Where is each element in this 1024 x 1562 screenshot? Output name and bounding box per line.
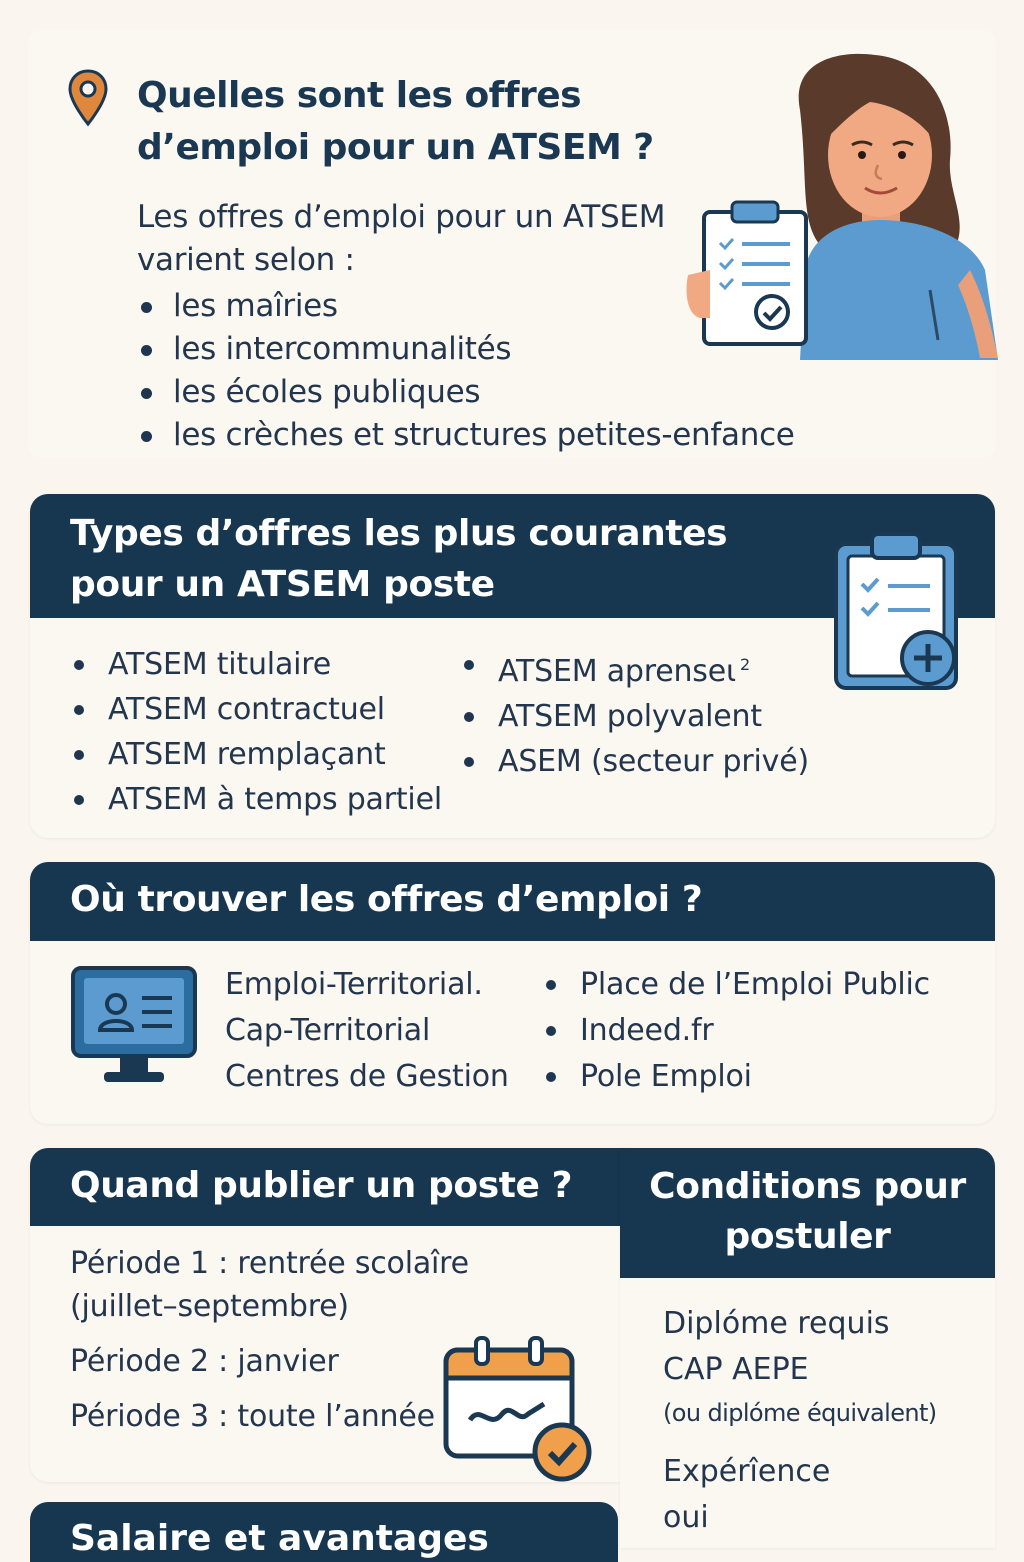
types-list-right bbox=[462, 642, 809, 784]
when-title: Quand publier un poste ? bbox=[70, 1165, 573, 1206]
list-item: Centres de Gestion bbox=[225, 1059, 509, 1094]
intro-title bbox=[137, 70, 697, 174]
list-item-text: ATSEM aprenseι bbox=[498, 654, 736, 689]
types-title bbox=[70, 508, 790, 610]
period-3: Période 3 : toute l’année bbox=[70, 1399, 435, 1434]
list-item: Indeed.fr bbox=[544, 1008, 930, 1054]
list-item: les crèches et structures petites-enfance bbox=[137, 414, 795, 457]
types-list-left bbox=[72, 642, 442, 822]
diploma-label: Diplóme requis bbox=[663, 1306, 890, 1341]
period-1-line2: (juillet–septembre) bbox=[70, 1289, 349, 1324]
person-illustration bbox=[680, 40, 1010, 360]
list-item: Cap-Territorial bbox=[225, 1013, 431, 1048]
diploma-note: (ou diplóme équivalent) bbox=[663, 1399, 937, 1427]
calendar-check-icon bbox=[440, 1334, 596, 1486]
salary-title: Salaire et avantages bbox=[70, 1518, 489, 1559]
salary-section bbox=[30, 1502, 618, 1562]
computer-profile-icon bbox=[70, 964, 198, 1088]
conditions-header bbox=[620, 1148, 995, 1278]
types-title-line1: Types d’offres les plus courantes bbox=[70, 513, 728, 554]
intro-text bbox=[137, 196, 697, 282]
list-item: ASEM (secteur privé) bbox=[462, 739, 809, 784]
experience-value: oui bbox=[663, 1500, 709, 1535]
location-pin-icon bbox=[66, 68, 110, 128]
diploma-value: CAP AEPE bbox=[663, 1352, 809, 1387]
footnote-marker: 2 bbox=[739, 655, 750, 674]
list-item bbox=[462, 642, 809, 694]
intro-title-line1: Quelles sont les offres bbox=[137, 75, 582, 116]
clipboard-check-icon bbox=[704, 202, 806, 344]
when-header bbox=[30, 1148, 630, 1226]
conditions-title bbox=[620, 1162, 995, 1262]
period-1 bbox=[70, 1242, 469, 1328]
list-item: les écoles publiques bbox=[137, 371, 795, 414]
conditions-title-line1: Conditions pour bbox=[649, 1166, 966, 1207]
period-2: Période 2 : janvier bbox=[70, 1344, 339, 1379]
experience-label: Expérîence bbox=[663, 1454, 831, 1489]
list-item: Place de l’Emploi Public bbox=[544, 962, 930, 1008]
list-item: Emploi-Territorial. bbox=[225, 967, 483, 1002]
intro-title-line2: d’emploi pour un ATSEM ? bbox=[137, 127, 654, 168]
list-item: ATSEM contractuel bbox=[72, 687, 442, 732]
list-item: les intercommunalités bbox=[137, 328, 795, 371]
list-item: les maîries bbox=[137, 285, 795, 328]
list-item: ATSEM remplaçant bbox=[72, 732, 442, 777]
conditions-title-line2: postuler bbox=[724, 1216, 891, 1257]
types-title-line2: pour un ATSEM poste bbox=[70, 564, 495, 605]
where-title: Où trouver les offres d’emploi ? bbox=[70, 879, 703, 920]
list-item: Pole Emploi bbox=[544, 1054, 930, 1100]
where-list-right bbox=[544, 962, 930, 1100]
clipboard-plus-icon bbox=[832, 528, 964, 696]
period-1-line1: Période 1 : rentrée scolaîre bbox=[70, 1246, 469, 1281]
list-item: ATSEM à temps partiel bbox=[72, 777, 442, 822]
where-list-left bbox=[225, 962, 509, 1100]
intro-text-line1: Les offres d’emploi pour un ATSEM bbox=[137, 199, 666, 235]
list-item: ATSEM titulaire bbox=[72, 642, 442, 687]
list-item: ATSEM polyvalent bbox=[462, 694, 809, 739]
intro-text-line2: varient selon : bbox=[137, 242, 355, 278]
where-header bbox=[30, 862, 995, 941]
